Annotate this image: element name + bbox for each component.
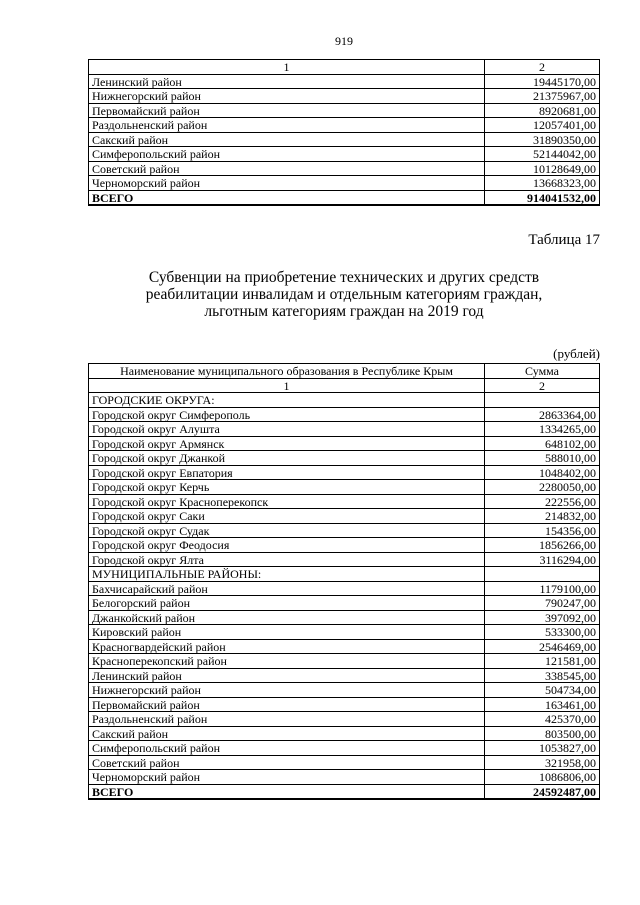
cell-sum: 1086806,00 xyxy=(485,770,600,785)
cell-municipality: Красноперекопский район xyxy=(89,654,485,669)
table-row xyxy=(89,523,600,538)
cell-sum: 21375967,00 xyxy=(485,89,600,104)
page-content xyxy=(88,34,600,800)
table-row xyxy=(89,509,600,524)
cell-sum: 648102,00 xyxy=(485,436,600,451)
table-row xyxy=(89,118,600,133)
cell-municipality: Симферопольский район xyxy=(89,741,485,756)
table-caption: Таблица 17 xyxy=(528,232,600,248)
table-row xyxy=(89,610,600,625)
total-row xyxy=(89,190,600,205)
cell-sum: 397092,00 xyxy=(485,610,600,625)
cell-municipality: ВСЕГО xyxy=(89,190,485,205)
cell-municipality: Городской округ Феодосия xyxy=(89,538,485,553)
cell-sum: 222556,00 xyxy=(485,494,600,509)
cell-municipality: Черноморский район xyxy=(89,770,485,785)
cell-municipality: Джанкойский район xyxy=(89,610,485,625)
table-row xyxy=(89,741,600,756)
table-row xyxy=(89,74,600,89)
section-row xyxy=(89,393,600,408)
cell-municipality: Городской округ Алушта xyxy=(89,422,485,437)
cell-municipality: ВСЕГО xyxy=(89,784,485,799)
cell-sum: 19445170,00 xyxy=(485,74,600,89)
table-row xyxy=(89,755,600,770)
cell-sum: 1053827,00 xyxy=(485,741,600,756)
cell-municipality: Городской округ Саки xyxy=(89,509,485,524)
table-row xyxy=(89,161,600,176)
table2-body xyxy=(89,393,600,800)
cell-municipality: Первомайский район xyxy=(89,103,485,118)
table-row xyxy=(89,103,600,118)
table-row xyxy=(89,639,600,654)
cell-municipality: Городской округ Армянск xyxy=(89,436,485,451)
table-row xyxy=(89,132,600,147)
cell-sum: 504734,00 xyxy=(485,683,600,698)
section-row xyxy=(89,567,600,582)
cell-sum: 3116294,00 xyxy=(485,552,600,567)
cell-municipality: Раздольненский район xyxy=(89,118,485,133)
cell-sum: 12057401,00 xyxy=(485,118,600,133)
column-number-1: 1 xyxy=(89,378,485,393)
cell-sum xyxy=(485,567,600,582)
cell-sum: 121581,00 xyxy=(485,654,600,669)
table-row xyxy=(89,596,600,611)
cell-sum: 214832,00 xyxy=(485,509,600,524)
document-title-line: реабилитации инвалидам и отдельным категориям граждан, xyxy=(145,286,543,303)
cell-sum: 533300,00 xyxy=(485,625,600,640)
cell-sum: 914041532,00 xyxy=(485,190,600,205)
cell-municipality: МУНИЦИПАЛЬНЫЕ РАЙОНЫ: xyxy=(89,567,485,582)
table-row xyxy=(89,494,600,509)
cell-sum: 13668323,00 xyxy=(485,176,600,191)
cell-municipality: Первомайский район xyxy=(89,697,485,712)
cell-sum: 1179100,00 xyxy=(485,581,600,596)
table-row xyxy=(89,668,600,683)
column-number-row xyxy=(89,60,600,75)
cell-municipality: Нижнегорский район xyxy=(89,683,485,698)
cell-municipality: ГОРОДСКИЕ ОКРУГА: xyxy=(89,393,485,408)
table-row xyxy=(89,465,600,480)
cell-sum: 2280050,00 xyxy=(485,480,600,495)
cell-municipality: Ленинский район xyxy=(89,668,485,683)
page-number: 919 xyxy=(335,34,353,48)
cell-municipality: Городской округ Керчь xyxy=(89,480,485,495)
continuation-table xyxy=(88,59,600,206)
cell-sum: 2546469,00 xyxy=(485,639,600,654)
cell-sum: 338545,00 xyxy=(485,668,600,683)
table-row xyxy=(89,625,600,640)
document-title-line: Субвенции на приобретение технических и других средств xyxy=(148,269,540,286)
cell-municipality: Сакский район xyxy=(89,726,485,741)
units-label: (рублей) xyxy=(553,346,600,361)
column-number-2: 2 xyxy=(485,378,600,393)
cell-sum: 52144042,00 xyxy=(485,147,600,162)
column-number-2: 2 xyxy=(485,60,600,75)
cell-municipality: Белогорский район xyxy=(89,596,485,611)
table-row xyxy=(89,451,600,466)
subventions-table xyxy=(88,363,600,800)
table-row xyxy=(89,726,600,741)
table-row xyxy=(89,697,600,712)
cell-sum: 321958,00 xyxy=(485,755,600,770)
cell-municipality: Черноморский район xyxy=(89,176,485,191)
cell-municipality: Городской округ Ялта xyxy=(89,552,485,567)
cell-municipality: Советский район xyxy=(89,161,485,176)
cell-sum: 1334265,00 xyxy=(485,422,600,437)
cell-sum: 24592487,00 xyxy=(485,784,600,799)
cell-municipality: Ленинский район xyxy=(89,74,485,89)
table-row xyxy=(89,147,600,162)
table-row xyxy=(89,552,600,567)
table-row xyxy=(89,538,600,553)
cell-municipality: Городской округ Судак xyxy=(89,523,485,538)
cell-municipality: Городской округ Симферополь xyxy=(89,407,485,422)
cell-municipality: Городской округ Джанкой xyxy=(89,451,485,466)
header-row xyxy=(89,364,600,379)
cell-municipality: Раздольненский район xyxy=(89,712,485,727)
cell-sum: 10128649,00 xyxy=(485,161,600,176)
cell-sum: 31890350,00 xyxy=(485,132,600,147)
cell-sum: 154356,00 xyxy=(485,523,600,538)
header-municipality: Наименование муниципального образования в Республике Крым xyxy=(89,364,485,379)
cell-sum: 803500,00 xyxy=(485,726,600,741)
table-row xyxy=(89,770,600,785)
table-row xyxy=(89,407,600,422)
table-row xyxy=(89,436,600,451)
cell-municipality: Городской округ Евпатория xyxy=(89,465,485,480)
column-number-row xyxy=(89,378,600,393)
table-row xyxy=(89,422,600,437)
table-row xyxy=(89,480,600,495)
table-row xyxy=(89,89,600,104)
cell-sum: 1856266,00 xyxy=(485,538,600,553)
cell-municipality: Нижнегорский район xyxy=(89,89,485,104)
table-row xyxy=(89,683,600,698)
cell-sum: 1048402,00 xyxy=(485,465,600,480)
cell-sum: 8920681,00 xyxy=(485,103,600,118)
table-row xyxy=(89,176,600,191)
document-title xyxy=(88,269,600,320)
cell-municipality: Советский район xyxy=(89,755,485,770)
table1-body xyxy=(89,74,600,205)
cell-municipality: Красногвардейский район xyxy=(89,639,485,654)
document-title-line: льготным категориям граждан на 2019 год xyxy=(204,303,484,320)
total-row xyxy=(89,784,600,799)
table-row xyxy=(89,581,600,596)
cell-municipality: Симферопольский район xyxy=(89,147,485,162)
table-row xyxy=(89,654,600,669)
cell-municipality: Бахчисарайский район xyxy=(89,581,485,596)
cell-sum: 425370,00 xyxy=(485,712,600,727)
subventions-table-head xyxy=(89,364,600,393)
cell-sum: 163461,00 xyxy=(485,697,600,712)
cell-municipality: Кировский район xyxy=(89,625,485,640)
cell-sum xyxy=(485,393,600,408)
cell-sum: 2863364,00 xyxy=(485,407,600,422)
cell-sum: 588010,00 xyxy=(485,451,600,466)
cell-municipality: Городской округ Красноперекопск xyxy=(89,494,485,509)
cell-sum: 790247,00 xyxy=(485,596,600,611)
column-number-1: 1 xyxy=(89,60,485,75)
cell-municipality: Сакский район xyxy=(89,132,485,147)
header-sum: Сумма xyxy=(485,364,600,379)
table-row xyxy=(89,712,600,727)
continuation-table-head xyxy=(89,60,600,75)
